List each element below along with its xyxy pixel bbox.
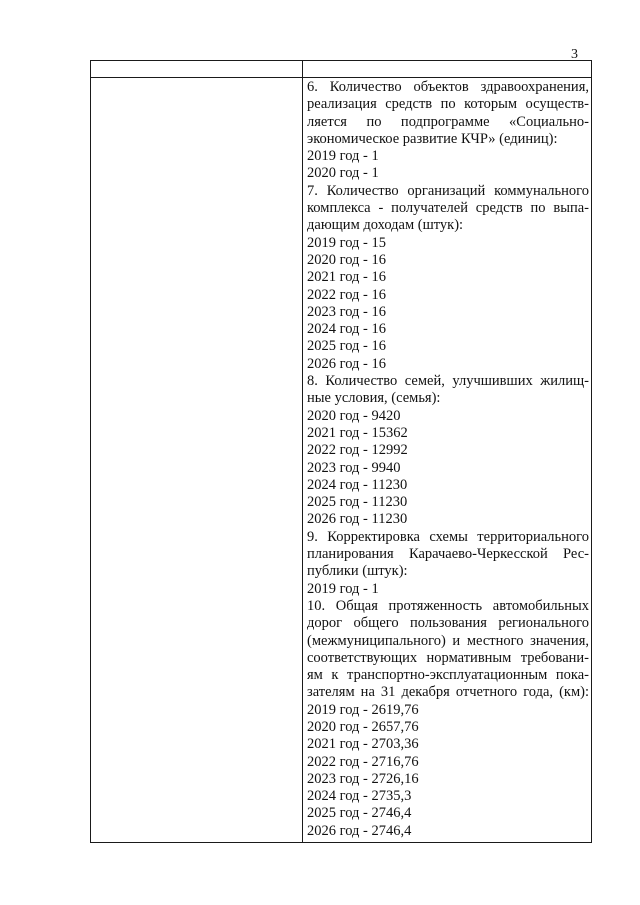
table-column-divider	[302, 61, 303, 842]
text-line: 2024 год - 2735,3	[307, 788, 412, 805]
text-line: 2021 год - 2703,36	[307, 736, 419, 753]
text-line: 2021 год - 16	[307, 269, 386, 286]
text-line: 9. Корректировка схемы территориального	[307, 528, 589, 545]
text-line: планирования Карачаево-Черкесской Рес-	[307, 546, 589, 563]
text-line: 2026 год - 2746,4	[307, 822, 412, 839]
text-line: 2023 год - 9940	[307, 459, 401, 476]
text-line: публики (штук):	[307, 563, 408, 580]
text-line: экономическое развитие КЧР» (единиц):	[307, 130, 558, 147]
text-line: 2019 год - 2619,76	[307, 701, 419, 718]
text-line: 2025 год - 2746,4	[307, 805, 412, 822]
indicator-table	[90, 60, 592, 843]
text-line: 7. Количество организаций коммунального	[307, 182, 589, 199]
text-line: зателям на 31 декабря отчетного года, (км):	[307, 684, 589, 701]
text-line: 2020 год - 16	[307, 251, 386, 268]
table-left-cell	[91, 78, 302, 842]
table-right-cell	[307, 79, 589, 840]
text-line: 2022 год - 12992	[307, 442, 408, 459]
text-line: 2024 год - 11230	[307, 476, 408, 493]
text-line: 2020 год - 1	[307, 165, 379, 182]
text-line: 2025 год - 11230	[307, 494, 408, 511]
text-line: дорог общего пользования регионального	[307, 615, 589, 632]
text-line: ляется по подпрограмме «Социально-	[307, 113, 589, 130]
text-line: 10. Общая протяженность автомобильных	[307, 597, 589, 614]
text-line: дающим доходам (штук):	[307, 217, 464, 234]
text-line: 2020 год - 2657,76	[307, 718, 419, 735]
text-line: 2024 год - 16	[307, 321, 386, 338]
text-line: 2019 год - 1	[307, 580, 379, 597]
text-line: ные условия, (семья):	[307, 390, 441, 407]
text-line: 2022 год - 16	[307, 286, 386, 303]
text-line: реализация средств по которым осуществ-	[307, 96, 589, 113]
text-line: 2020 год - 9420	[307, 407, 401, 424]
text-line: 8. Количество семей, улучшивших жилищ-	[307, 373, 589, 390]
text-line: 2019 год - 15	[307, 234, 386, 251]
text-line: ям к транспортно-эксплуатационным пока-	[307, 667, 589, 684]
text-line: 2025 год - 16	[307, 338, 386, 355]
text-line: 2023 год - 2726,16	[307, 770, 419, 787]
text-line: 6. Количество объектов здравоохранения,	[307, 79, 589, 95]
text-line: (межмуниципального) и местного значения,	[307, 632, 589, 649]
text-line: 2021 год - 15362	[307, 424, 408, 441]
text-line: 2019 год - 1	[307, 148, 379, 165]
text-line: соответствующих нормативным требовани-	[307, 649, 589, 666]
text-line: 2026 год - 11230	[307, 511, 408, 528]
page-number: 3	[571, 47, 578, 62]
text-line: комплекса - получателей средств по выпа-	[307, 200, 589, 217]
text-line: 2026 год - 16	[307, 355, 386, 372]
text-line: 2022 год - 2716,76	[307, 753, 419, 770]
text-line: 2023 год - 16	[307, 303, 386, 320]
